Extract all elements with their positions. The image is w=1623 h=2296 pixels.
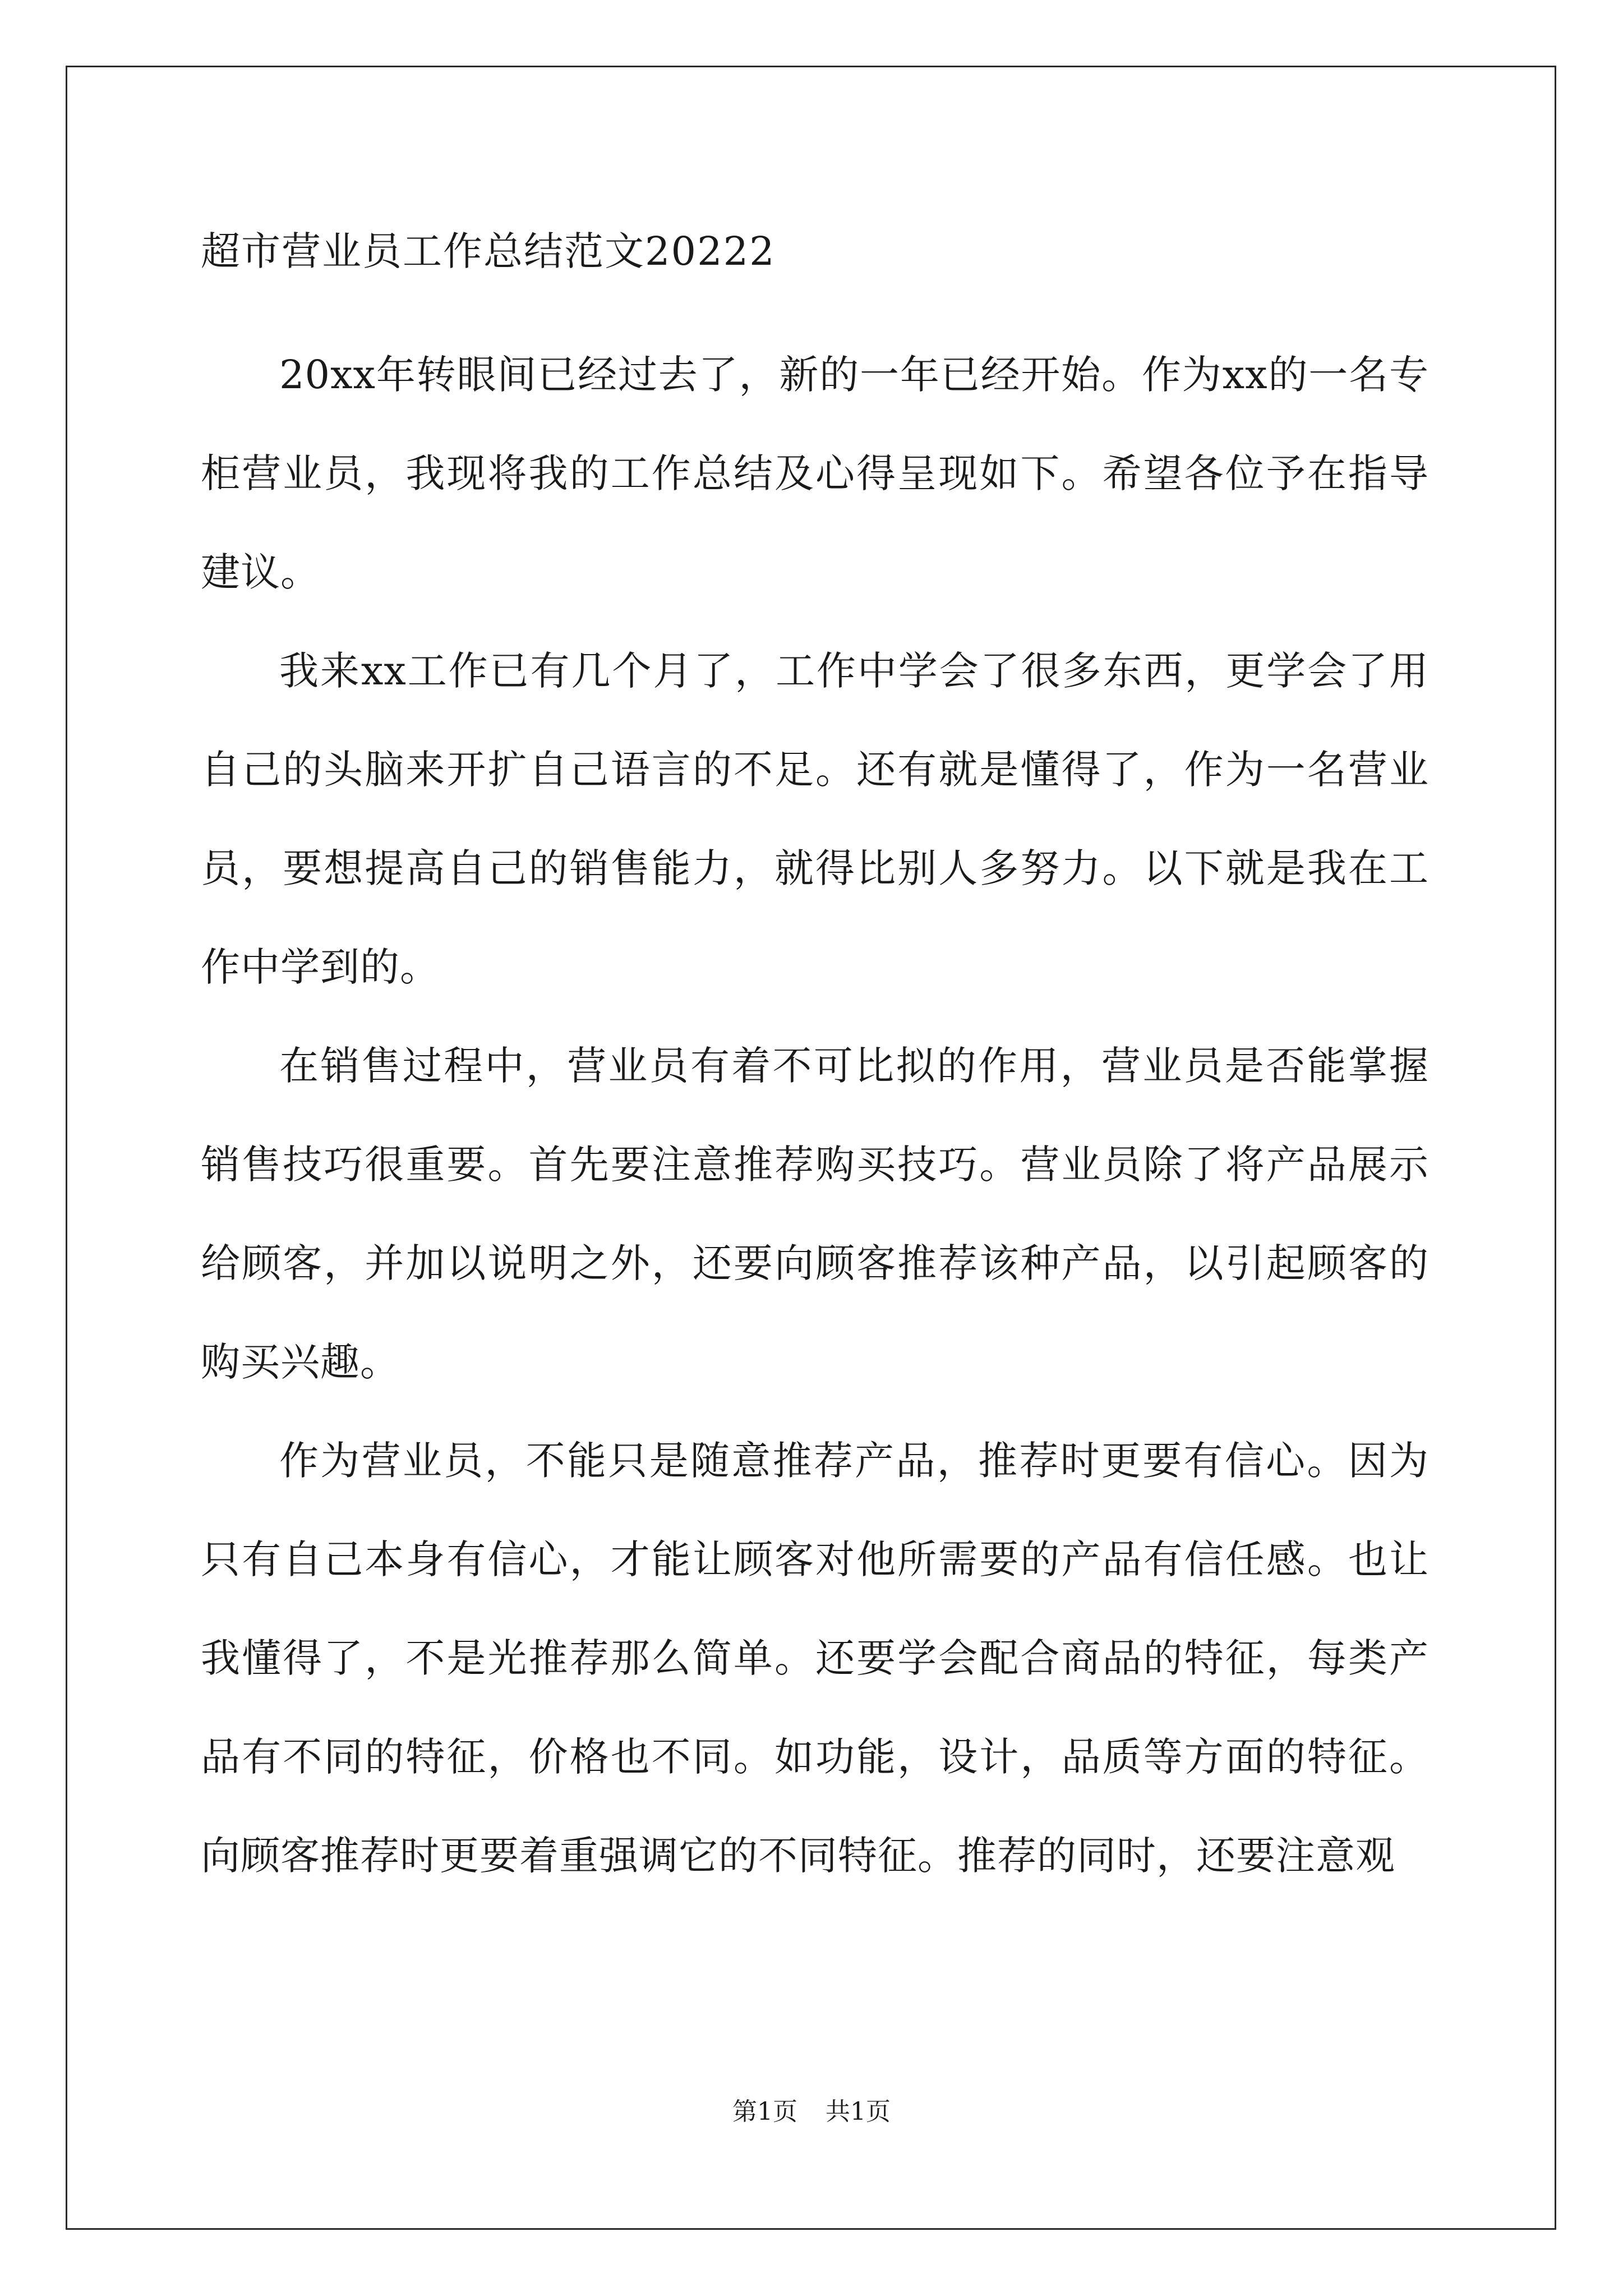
paragraph: 我来xx工作已有几个月了，工作中学会了很多东西，更学会了用自己的头脑来开扩自己语言的不足。还有就是懂得了，作为一名营业员，要想提高自己的销售能力，就得比别人多努力。以下就是我在工作中学到的。	[201, 648, 1429, 990]
paragraph: 在销售过程中，营业员有着不可比拟的作用，营业员是否能掌握销售技巧很重要。首先要注意推荐购买技巧。营业员除了将产品展示给顾客，并加以说明之外，还要向顾客推荐该种产品，以引起顾客的购买兴趣。	[201, 1043, 1429, 1385]
paragraph: 作为营业员，不能只是随意推荐产品，推荐时更要有信心。因为只有自己本身有信心，才能让顾客对他所需要的产品有信任感。也让我懂得了，不是光推荐那么简单。还要学会配合商品的特征，每类产品有不同的特征，价格也不同。如功能，设计，品质等方面的特征。向顾客推荐时更要着重强调它的不同特征。推荐的同时，还要注意观	[201, 1438, 1429, 1879]
document-body	[201, 325, 1429, 1905]
page-footer	[0, 2095, 1623, 2129]
paragraph: 20xx年转眼间已经过去了，新的一年已经开始。作为xx的一名专柜营业员，我现将我的工作总结及心得呈现如下。希望各位予在指导建议。	[201, 352, 1429, 595]
document-title: 超市营业员工作总结范文20222	[201, 228, 776, 274]
page-total: 共1页	[826, 2097, 891, 2126]
page-number: 第1页	[732, 2097, 797, 2126]
